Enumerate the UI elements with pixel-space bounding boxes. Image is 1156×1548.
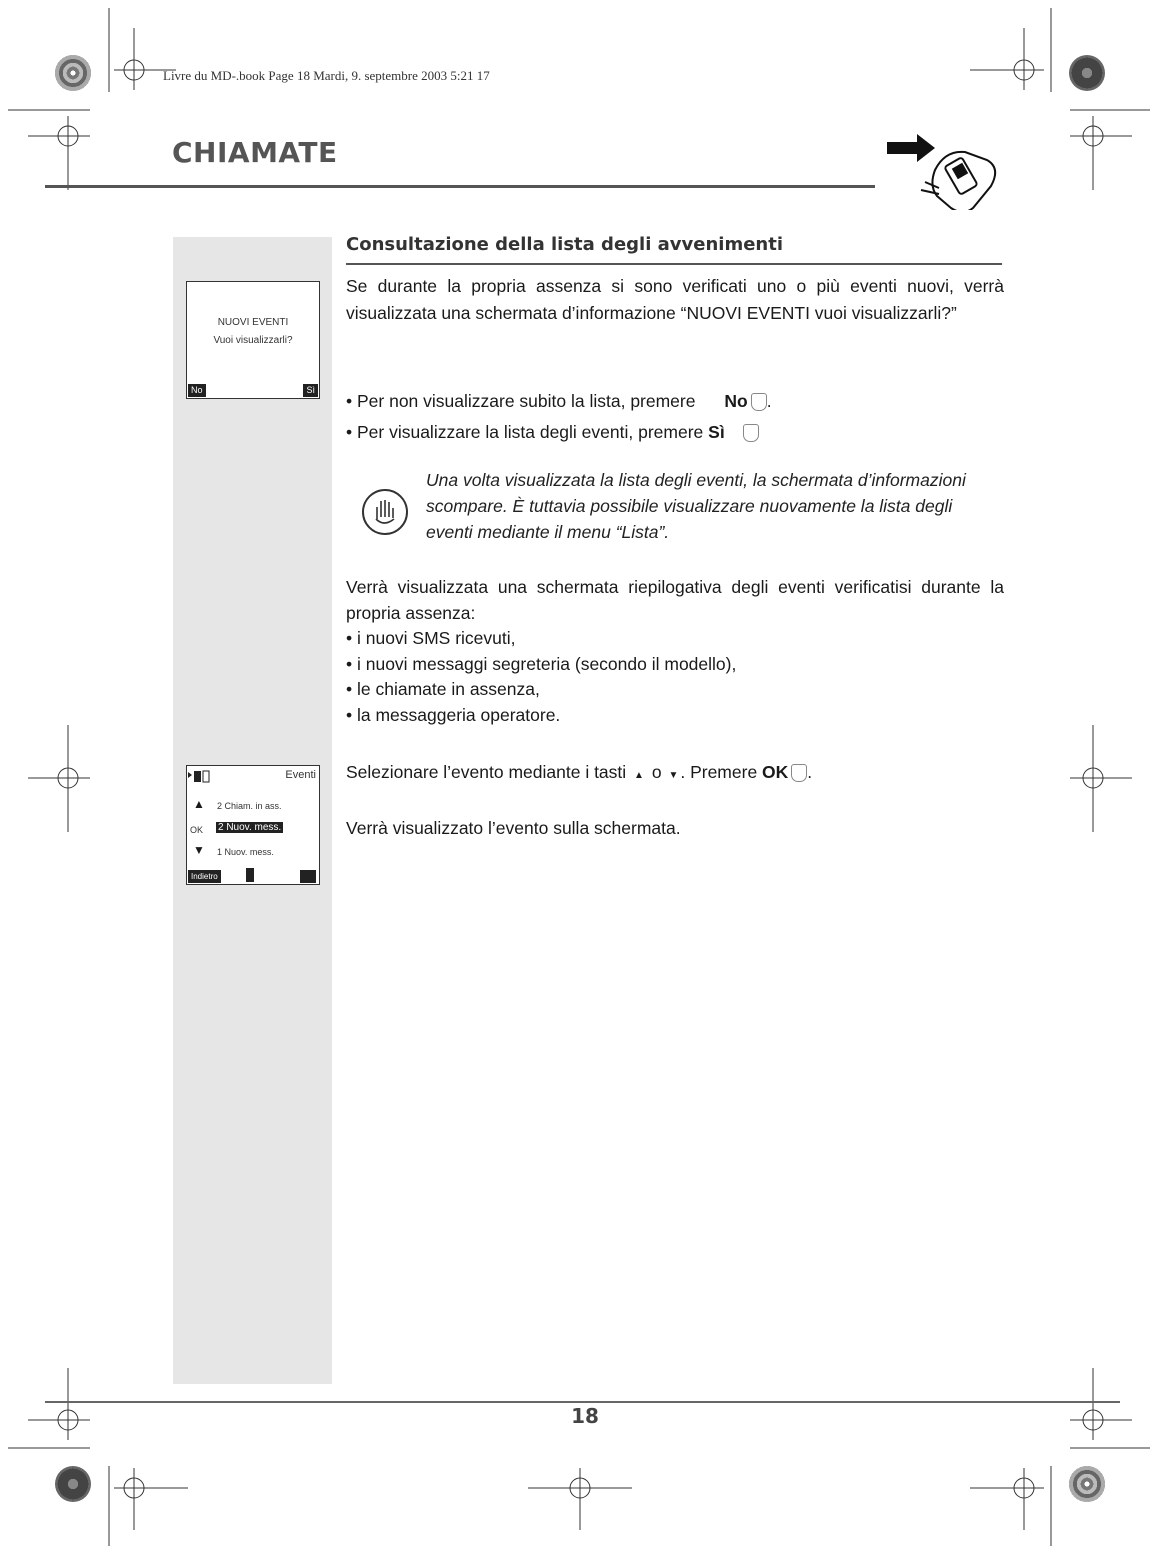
print-info: Livre du MD-.book Page 18 Mardi, 9. septembre 2003 5:21 17 bbox=[163, 68, 490, 83]
ok-label: OK bbox=[190, 825, 204, 835]
event-row-messages-selected: 2 Nuov. mess. bbox=[218, 822, 282, 833]
no-key-label: No bbox=[724, 391, 748, 411]
subheading-rule bbox=[346, 263, 1002, 265]
screen-line-question: Vuoi visualizzarli? bbox=[213, 335, 293, 346]
summary-item: • le chiamate in assenza, bbox=[346, 679, 540, 699]
up-arrow-icon: ▲ bbox=[193, 797, 205, 811]
select-instruction bbox=[346, 762, 812, 783]
summary-item: • la messaggeria operatore. bbox=[346, 705, 561, 725]
softkey-right-block bbox=[300, 870, 316, 883]
right-softkey-icon bbox=[743, 424, 759, 442]
battery-icon bbox=[188, 770, 214, 784]
ok-softkey-icon bbox=[791, 764, 807, 782]
phone-screen-new-events bbox=[186, 281, 320, 399]
summary-item: • i nuovi SMS ricevuti, bbox=[346, 628, 516, 648]
select-text-before: Selezionare l’evento mediante i tasti bbox=[346, 762, 627, 782]
hand-note-icon bbox=[360, 487, 410, 537]
softkey-si: Sì bbox=[303, 384, 318, 397]
summary-intro: Verrà visualizzata una schermata riepilogativa degli eventi verificatisi durante la propria assenza: bbox=[346, 577, 1004, 623]
bullet-no-end: . bbox=[766, 391, 772, 411]
scroll-key-icon bbox=[246, 868, 254, 882]
note-text: Una volta visualizzata la lista degli eventi, la schermata d’informazioni scompare. È tuttavia possibile visualizzare nuovamente la lista degli eventi mediante il menu “Lista”. bbox=[426, 470, 966, 542]
section-rule bbox=[45, 185, 875, 188]
up-key-icon: ▲ bbox=[634, 770, 644, 781]
footer-rule bbox=[45, 1401, 1120, 1403]
page-number: 18 bbox=[571, 1404, 599, 1428]
phone-arrow-icon bbox=[885, 130, 1005, 210]
screen-line-title: NUOVI EVENTI bbox=[217, 317, 289, 328]
phone-screen-events bbox=[186, 765, 320, 885]
screen-title: Eventi bbox=[285, 769, 316, 781]
subheading: Consultazione della lista degli avvenimenti bbox=[346, 234, 784, 255]
bullet-no bbox=[346, 391, 772, 412]
down-arrow-icon: ▼ bbox=[193, 843, 205, 857]
event-row-messages: 1 Nuov. mess. bbox=[217, 847, 274, 857]
bullet-si bbox=[346, 422, 759, 443]
ok-key-label: OK bbox=[762, 762, 789, 782]
final-text: Verrà visualizzato l’evento sulla schermata. bbox=[346, 818, 681, 838]
select-text-or: o bbox=[651, 762, 662, 782]
event-row-calls: 2 Chiam. in ass. bbox=[217, 801, 282, 811]
left-softkey-icon bbox=[751, 393, 767, 411]
down-key-icon: ▼ bbox=[668, 770, 679, 781]
bullet-si-text: • Per visualizzare la lista degli eventi, premere bbox=[346, 422, 704, 442]
select-text-after: . Premere bbox=[680, 762, 758, 782]
select-text-end: . bbox=[807, 762, 813, 782]
softkey-back: Indietro bbox=[188, 870, 221, 883]
section-title: CHIAMATE bbox=[172, 136, 338, 169]
si-key-label: Sì bbox=[708, 422, 725, 442]
summary-item: • i nuovi messaggi segreteria (secondo il modello), bbox=[346, 654, 737, 674]
softkey-no: No bbox=[188, 384, 206, 397]
intro-paragraph: Se durante la propria assenza si sono verificati uno o più eventi nuovi, verrà visualizzata una schermata d’informazione “NUOVI EVENTI vuoi visualizzarli?” bbox=[346, 276, 1004, 323]
bullet-no-text: • Per non visualizzare subito la lista, premere bbox=[346, 391, 696, 411]
